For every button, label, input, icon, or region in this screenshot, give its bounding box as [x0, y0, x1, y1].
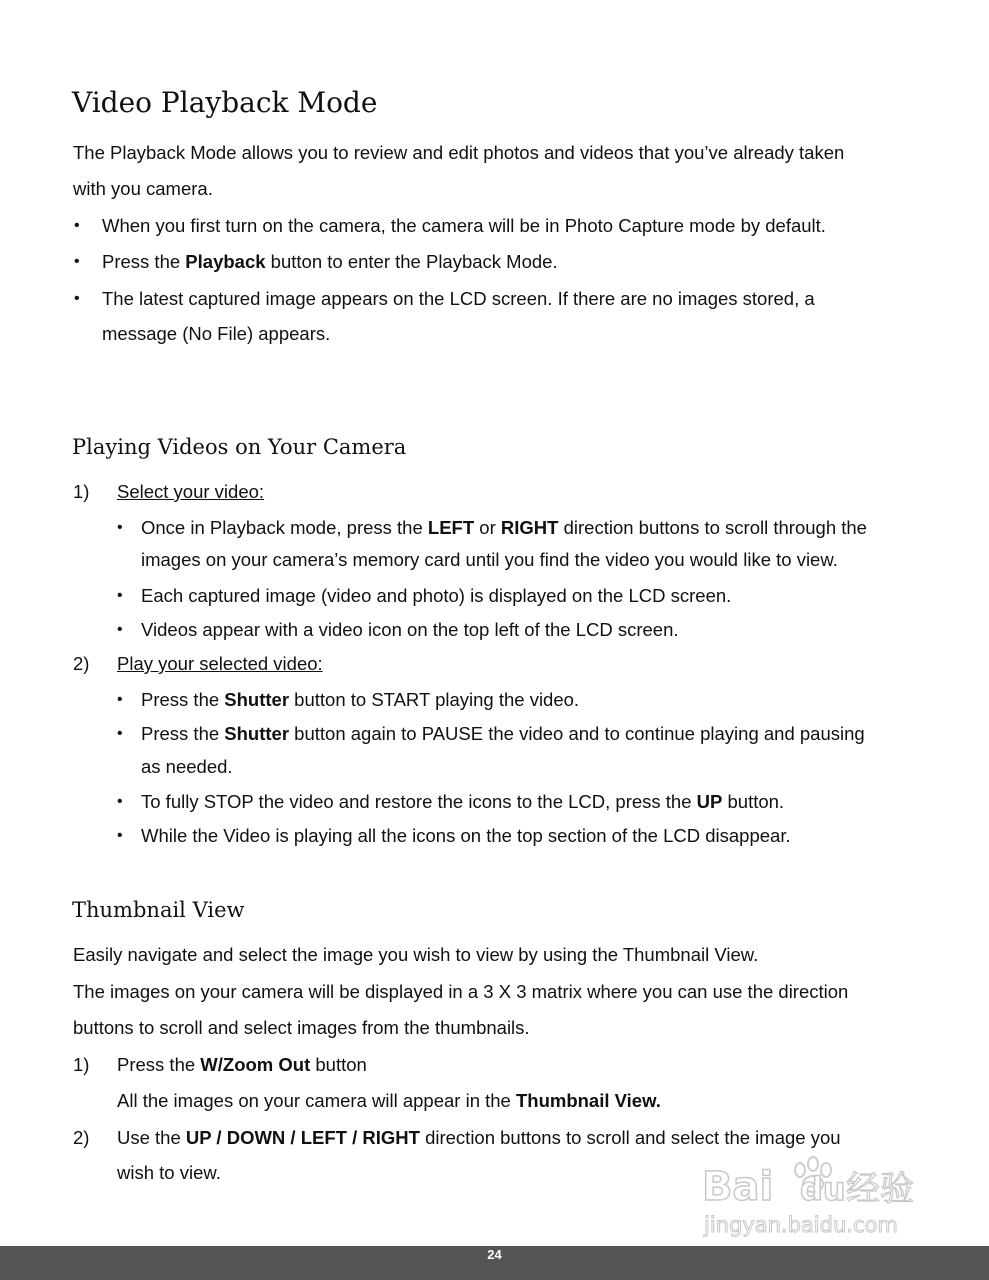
thumbnail-step-1: Press the W/Zoom Out button	[117, 1054, 367, 1075]
bullet-icon: •	[117, 725, 123, 742]
bullet-icon: •	[74, 290, 80, 307]
watermark-brand-cn: 经验	[846, 1169, 914, 1209]
page-title: Video Playback Mode	[72, 86, 378, 119]
page-footer	[0, 1246, 989, 1280]
intro-line-1: The Playback Mode allows you to review and edit photos and videos that you’ve already taken	[73, 142, 845, 163]
bullet-icon: •	[117, 621, 123, 638]
watermark-brand-b: du	[800, 1170, 846, 1208]
step-number: 1)	[73, 1054, 90, 1075]
step1-item-2: Each captured image (video and photo) is displayed on the LCD screen.	[141, 585, 732, 606]
thumbnail-paragraph-2-line-2: buttons to scroll and select images from the thumbnails.	[73, 1017, 530, 1038]
step1-item-3: Videos appear with a video icon on the top left of the LCD screen.	[141, 619, 679, 640]
watermark-graphic	[700, 1140, 940, 1240]
watermark-brand-a: Bai	[702, 1164, 774, 1210]
step2-item-4: While the Video is playing all the icons on the top section of the LCD disappear.	[141, 825, 791, 846]
thumbnail-step-2-line-1: Use the UP / DOWN / LEFT / RIGHT direction buttons to scroll and select the image you	[117, 1127, 841, 1148]
step2-item-2-line-1: Press the Shutter button again to PAUSE the video and to continue playing and pausing	[141, 723, 865, 744]
step2-item-2-line-2: as needed.	[141, 756, 233, 777]
bullet-icon: •	[117, 827, 123, 844]
bullet-text-3-line-2: message (No File) appears.	[102, 323, 331, 344]
bullet-text-2: Press the Playback button to enter the Playback Mode.	[102, 251, 558, 272]
thumbnail-paragraph-2-line-1: The images on your camera will be displayed in a 3 X 3 matrix where you can use the direction	[73, 981, 849, 1002]
thumbnail-paragraph-1: Easily navigate and select the image you wish to view by using the Thumbnail View.	[73, 944, 759, 965]
step2-item-3: To fully STOP the video and restore the icons to the LCD, press the UP button.	[141, 791, 785, 812]
step-number: 2)	[73, 653, 90, 674]
bullet-text-1: When you first turn on the camera, the camera will be in Photo Capture mode by default.	[102, 215, 826, 236]
step-label-select: Select your video:	[117, 481, 265, 502]
thumbnail-step-1-result: All the images on your camera will appear in the Thumbnail View.	[117, 1090, 661, 1111]
step-number: 1)	[73, 481, 90, 502]
section-heading-thumbnail: Thumbnail View	[72, 898, 245, 922]
step-number: 2)	[73, 1127, 90, 1148]
watermark-url: jingyan.baidu.com	[704, 1213, 898, 1237]
bullet-icon: •	[117, 793, 123, 810]
step1-item-1-line-1: Once in Playback mode, press the LEFT or RIGHT direction buttons to scroll through the	[141, 517, 867, 538]
bullet-icon: •	[117, 587, 123, 604]
step1-item-1-line-2: images on your camera’s memory card until you find the video you would like to view.	[141, 549, 838, 570]
section-heading-playing: Playing Videos on Your Camera	[72, 435, 407, 459]
bullet-icon: •	[117, 519, 123, 536]
bullet-text-3-line-1: The latest captured image appears on the LCD screen. If there are no images stored, a	[102, 288, 815, 309]
step2-item-1: Press the Shutter button to START playing the video.	[141, 689, 580, 710]
bullet-icon: •	[74, 253, 80, 270]
step-label-play: Play your selected video:	[117, 653, 323, 674]
thumbnail-step-2-line-2: wish to view.	[117, 1162, 221, 1183]
bullet-icon: •	[74, 217, 80, 234]
intro-line-2: with you camera.	[73, 178, 213, 199]
page-number: 24	[487, 1247, 502, 1262]
baidu-watermark	[700, 1140, 940, 1240]
bullet-icon: •	[117, 691, 123, 708]
